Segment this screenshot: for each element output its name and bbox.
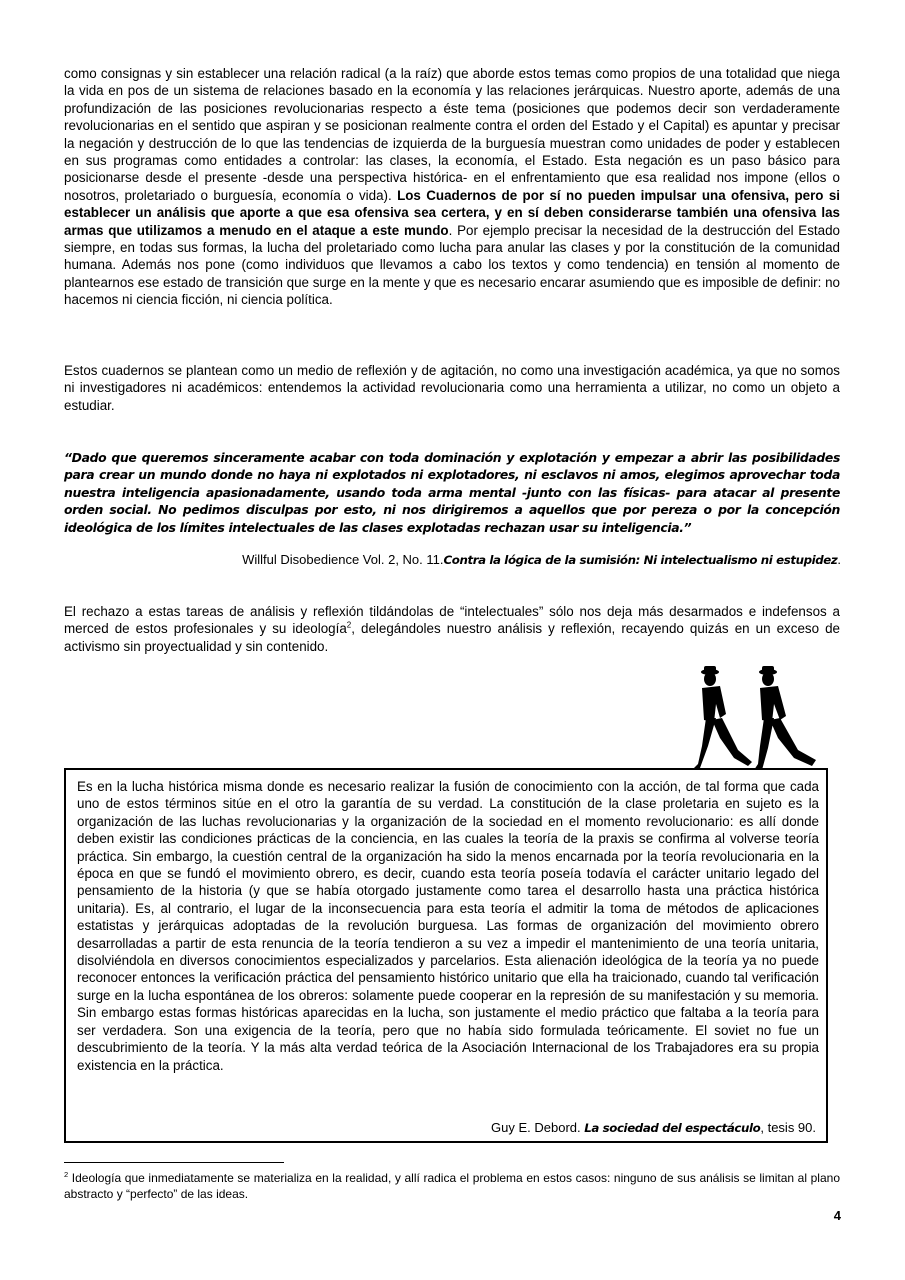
quote-attribution xyxy=(242,552,841,567)
footnote-separator xyxy=(64,1162,284,1163)
paragraph-text: . Por ejemplo precisar la necesidad de la destrucción del Estado siempre, en todas sus formas, la lucha del proletariado como lucha para anular las clases y por la constitución de la comunidad humana. Además nos pone (como individuos que llevamos a cabo los textos y como tendencia) en tensión al momento de plantearnos ese estado de transición que surge en la mente y que es necesario encarar asumiendo que es imposible de definir: no hacemos ni ciencia ficción, ni ciencia política. xyxy=(64,222,840,308)
paragraph-bold-text: Los Cuadernos de por sí no pueden impulsar una ofensiva, pero si establecer un análisis que aporte a que esa ofensiva sea certera, y en sí deben considerarse también una ofensiva las armas que utilizamos a menudo en el ataque a este mundo xyxy=(64,187,840,238)
paragraph-text: como consignas y sin establecer una relación radical (a la raíz) que aborde estos temas como propios de una totalidad que niega la vida en pos de un sistema de relaciones basado en la economía y las relaciones jerárquicas. Nuestro aporte, además de una profundización de las posiciones revolucionarias respecto a éste tema (posiciones que podemos decir son verdaderamente revolucionarias en el sentido que aspiran y se posicionan realmente contra el orden del Estado y el Capital) es apuntar y precisar la negación y destrucción de lo que las tendencias de izquierda de la burguesía muestran como unidades de poder y establecen en sus programas como entidades a controlar: las clases, la economía, el Estado. Esta negación es un paso básico para posicionarse desde el presente -desde una perspectiva histórica- en el enfrentamiento que esa realidad nos impone (ellos o nosotros, proletariado o burguesía, economía o vida). xyxy=(64,66,840,203)
page-number: 4 xyxy=(833,1208,841,1223)
footnote-reference[interactable]: 2 xyxy=(346,620,352,630)
paragraph-text: El rechazo a estas tareas de análisis y reflexión tildándolas de “intelectuales” sólo nos deja más desarmados e indefensos a merced de estos profesionales y su ideología xyxy=(64,604,840,637)
quote-box-text: Es en la lucha histórica misma donde es necesario realizar la fusión de conocimiento con la acción, de tal forma que cada uno de estos términos sitúe en el otro la garantía de su verdad. La constitución de la clase proletaria en sujeto es la organización de las luchas revolucionarias y la organización de la sociedad en el momento revolucionario: es allí donde deben existir las condiciones prácticas de la conciencia, en las cuales la teoría de la praxis se confirma al volverse teoría práctica. Sin embargo, la cuestión central de la organización ha sido la menos encarnada por la teoría revolucionaria en la época en que se fundó el movimiento obrero, es decir, cuando esta teoría poseía todavía el carácter unitario legado del pensamiento de la historia (y que se había otorgado justamente como tarea el desarrollo hasta una práctica histórica unitaria). Es, al contrario, el lugar de la inconsecuencia para esta teoría el admitir la toma de métodos de aplicaciones estatistas y jerárquicas adoptadas de la revolución burguesa. Las formas de organización del movimiento obrero desarrolladas a partir de esta renuncia de la teoría tendieron a su vez a impedir el mantenimiento de una teoría unitaria, disolviéndola en diversos conocimientos especializados y parcelarios. Esta alienación ideológica de la teoría ya no puede reconocer entonces la verificación práctica del pensamiento histórico unitario que ella ha traicionado, cuando tal verificación surge en la lucha espontánea de los obreros: solamente puede cooperar en la represión de su manifestación y su memoria. Sin embargo estas formas históricas aparecidas en la lucha, son justamente el medio práctico que faltaba a la teoría para ser verdadera. Son una exigencia de la teoría, pero que no había sido formulada teóricamente. El soviet no fue un descubrimiento de la teoría. Y la más alta verdad teórica de la Asociación Internacional de los Trabajadores era su propia existencia en la práctica. xyxy=(77,779,819,1073)
walking-men-silhouette-icon xyxy=(690,666,830,774)
footnote xyxy=(64,1170,840,1202)
attribution-title: Contra la lógica de la sumisión: Ni intelectualismo ni estupidez xyxy=(443,553,838,567)
body-paragraph-1 xyxy=(64,65,840,309)
quote-box xyxy=(64,768,828,1143)
attribution-end: . xyxy=(837,552,841,567)
attribution-end: , tesis 90. xyxy=(760,1120,816,1135)
paragraph-text: , delegándoles nuestro análisis y reflexión, recayendo quizás en un exceso de activismo sin proyectualidad y sin contenido. xyxy=(64,621,840,654)
attribution-source: Willful Disobedience Vol. 2, No. 11. xyxy=(242,552,444,567)
body-paragraph-2: Estos cuadernos se plantean como un medio de reflexión y de agitación, no como una investigación académica, ya que no somos ni investigadores ni académicos: entendemos la actividad revolucionaria como una herramienta a utilizar, no como un objeto a estudiar. xyxy=(64,363,840,413)
attribution-title: La sociedad del espectáculo xyxy=(584,1121,761,1135)
footnote-number: 2 xyxy=(64,1170,69,1179)
block-quote: “Dado que queremos sinceramente acabar con toda dominación y explotación y empezar a abrir las posibilidades para crear un mundo donde no haya ni explotados ni explotadores, ni esclavos ni amos, elegimos aprovechar toda nuestra inteligencia apasionadamente, usando toda arma mental -junto con las físicas- para atacar al presente orden social. No pedimos disculpas por esto, ni nos dirigiremos a aquellos que por pereza o por la concepción ideológica de los límites intelectuales de las clases explotadas rechazan usar su inteligencia.” xyxy=(64,450,840,535)
walking-man-left-icon xyxy=(694,666,752,768)
footnote-text: Ideología que inmediatamente se materializa en la realidad, y allí radica el problema en estos casos: ninguno de sus análisis se limitan al plano abstracto y “perfecto” de las ideas. xyxy=(64,1171,840,1201)
quote-box-attribution xyxy=(491,1120,816,1135)
body-paragraph-3 xyxy=(64,603,840,655)
attribution-author: Guy E. Debord. xyxy=(491,1120,585,1135)
walking-man-right-icon xyxy=(754,666,816,770)
